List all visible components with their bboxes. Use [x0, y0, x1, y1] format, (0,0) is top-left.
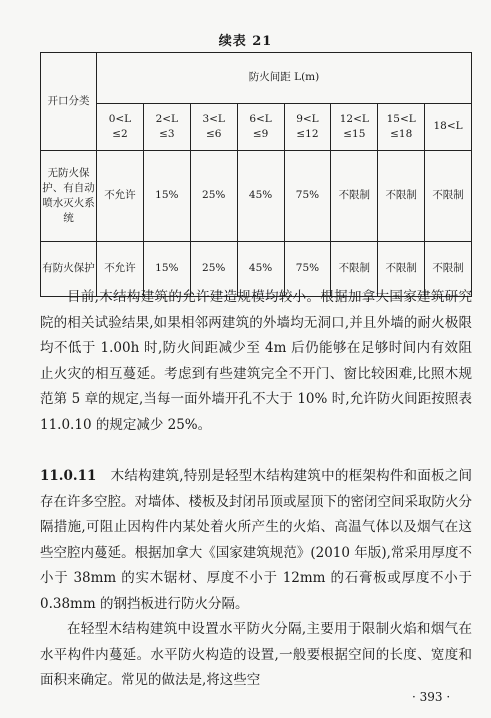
- table-row: [41, 151, 472, 242]
- table-cell: 45%: [237, 151, 284, 242]
- clause-text: 木结构建筑,特别是轻型木结构建筑中的框架构件和面板之间存在许多空腔。对墙体、楼板及封闭吊顶或屋顶下的密闭空间采取防火分隔措施,可阻止因构件内某处着火所产生的火焰、高温气体以及烟气在这些空腔内蔓延。根据加拿大《国家建筑规范》(2010 年版),常采用厚度不小于 38mm 的实木锯材、厚度不小于 12mm 的石膏板或厚度不小于 0.38mm 的钢挡板进行防火分隔。: [40, 468, 472, 612]
- table-cell: 不限制: [378, 242, 425, 297]
- page-number: · 393 ·: [412, 690, 451, 704]
- paragraph-clause-11-0-11: [40, 464, 472, 617]
- row-label-cell: 无防火保护、有自动喷水灭火系统: [41, 151, 97, 242]
- table-cell: 75%: [284, 242, 331, 297]
- table-cell: 不限制: [331, 242, 378, 297]
- fire-separation-table: [40, 52, 472, 297]
- table-cell: 15%: [143, 242, 190, 297]
- row-label-cell: 有防火保护: [41, 242, 97, 297]
- table-cell: 15%: [143, 151, 190, 242]
- table-cell: 不限制: [425, 151, 472, 242]
- table-cell: 不允许: [97, 151, 144, 242]
- table-cell: 75%: [284, 151, 331, 242]
- table-range-row: [41, 104, 472, 151]
- table-caption: 续表 21: [218, 34, 273, 49]
- clause-number: 11.0.11: [40, 468, 97, 484]
- table-cell: 25%: [190, 151, 237, 242]
- range-header-cell: 15<L ≤18: [378, 104, 425, 151]
- table-cell: 不限制: [331, 151, 378, 242]
- paragraph-current-practice: 目前,木结构建筑的允许建造规模均较小。根据加拿大国家建筑研究院的相关试验结果,如果相邻两建筑的外墙均无洞口,并且外墙的耐火极限均不低于 1.00h 时,防火间距减少至 4m 后仍能够在足够时间内有效阻止火灾的相互蔓延。考虑到有些建筑完全不开门、窗比较困难,比照木规范第 5 章的规定,当每一面外墙开孔不大于 10% 时,允许防火间距按照表 11.0.10 的规定减少 25%。: [40, 289, 472, 433]
- table-cell: 25%: [190, 242, 237, 297]
- table-header-row: [41, 53, 472, 104]
- range-header-cell: 12<L ≤15: [331, 104, 378, 151]
- row-header-cell: 开口分类: [41, 53, 97, 151]
- range-header-cell: 6<L ≤9: [237, 104, 284, 151]
- range-header-cell: 18<L: [425, 104, 472, 151]
- table-cell: 45%: [237, 242, 284, 297]
- range-header-cell: 9<L ≤12: [284, 104, 331, 151]
- group-header-cell: 防火间距 L(m): [97, 53, 472, 104]
- range-header-cell: 3<L ≤6: [190, 104, 237, 151]
- range-header-cell: 2<L ≤3: [143, 104, 190, 151]
- table-cell: 不限制: [378, 151, 425, 242]
- table-cell: 不限制: [425, 242, 472, 297]
- paragraph-horizontal-separation: 在轻型木结构建筑中设置水平防火分隔,主要用于限制火焰和烟气在水平构件内蔓延。水平防火构造的设置,一般要根据空间的长度、宽度和面积来确定。常见的做法是,将这些空: [40, 621, 472, 688]
- range-header-cell: 0<L ≤2: [97, 104, 144, 151]
- table-cell: 不允许: [97, 242, 144, 297]
